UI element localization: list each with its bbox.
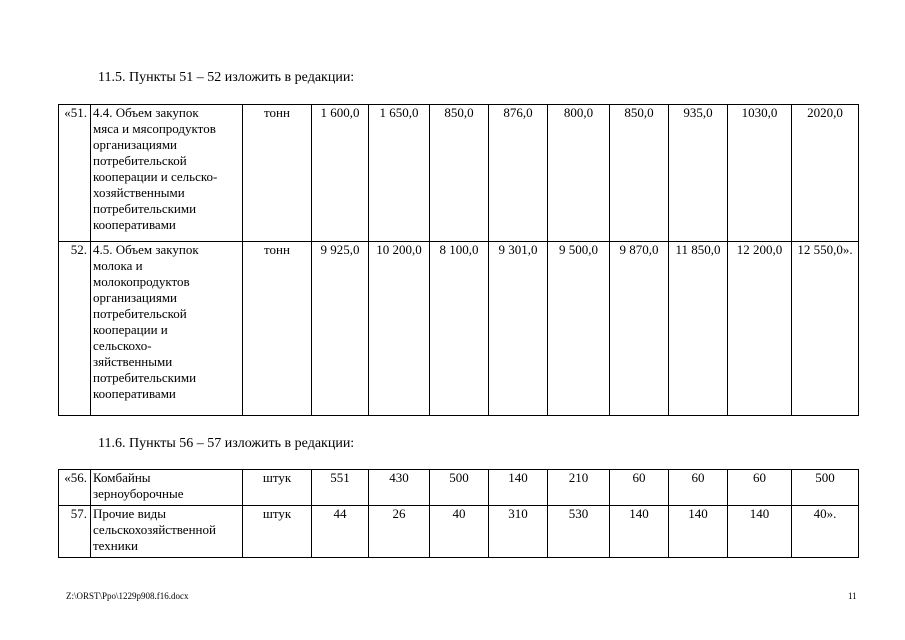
value-cell: 850,0 xyxy=(430,105,489,242)
value-cell: 500 xyxy=(430,470,489,506)
value-cell: 430 xyxy=(369,470,430,506)
value-cell: 876,0 xyxy=(489,105,548,242)
value-cell: 10 200,0 xyxy=(369,242,430,416)
section-11-5-heading: 11.5. Пункты 51 – 52 изложить в редакции: xyxy=(98,70,355,85)
value-cell: 1030,0 xyxy=(728,105,792,242)
row-number: 57. xyxy=(59,506,91,558)
value-cell: 800,0 xyxy=(548,105,610,242)
unit-cell: тонн xyxy=(243,242,312,416)
value-cell: 11 850,0 xyxy=(669,242,728,416)
value-cell: 40 xyxy=(430,506,489,558)
unit-cell: штук xyxy=(243,506,312,558)
value-cell: 8 100,0 xyxy=(430,242,489,416)
indicator-name: 4.5. Объем закупок молока и молокопродуктов организациями потребительской кооперации и сельскохо- зяйственными потребительскими кооперативами xyxy=(91,242,243,416)
value-cell: 1 600,0 xyxy=(312,105,369,242)
row-number: «51. xyxy=(59,105,91,242)
unit-cell: штук xyxy=(243,470,312,506)
items-51-52-table xyxy=(58,104,859,416)
table-row xyxy=(59,470,859,506)
value-cell: 44 xyxy=(312,506,369,558)
value-cell: 140 xyxy=(728,506,792,558)
value-cell: 60 xyxy=(728,470,792,506)
section-11-6-heading: 11.6. Пункты 56 – 57 изложить в редакции: xyxy=(98,436,355,451)
row-number: 52. xyxy=(59,242,91,416)
value-cell: 9 870,0 xyxy=(610,242,669,416)
table-row xyxy=(59,105,859,242)
value-cell: 9 925,0 xyxy=(312,242,369,416)
table-row xyxy=(59,242,859,416)
value-cell: 9 500,0 xyxy=(548,242,610,416)
footer-file-path: Z:\ORST\Ppo\1229p908.f16.docx xyxy=(66,591,189,601)
value-cell: 40». xyxy=(792,506,859,558)
value-cell: 140 xyxy=(489,470,548,506)
table-row xyxy=(59,506,859,558)
unit-cell: тонн xyxy=(243,105,312,242)
value-cell: 26 xyxy=(369,506,430,558)
value-cell: 850,0 xyxy=(610,105,669,242)
value-cell: 530 xyxy=(548,506,610,558)
value-cell: 210 xyxy=(548,470,610,506)
value-cell: 60 xyxy=(610,470,669,506)
value-cell: 60 xyxy=(669,470,728,506)
value-cell: 9 301,0 xyxy=(489,242,548,416)
value-cell: 140 xyxy=(669,506,728,558)
value-cell: 1 650,0 xyxy=(369,105,430,242)
page-number: 11 xyxy=(848,591,857,601)
value-cell: 935,0 xyxy=(669,105,728,242)
value-cell: 310 xyxy=(489,506,548,558)
row-number: «56. xyxy=(59,470,91,506)
indicator-name: 4.4. Объем закупок мяса и мясопродуктов организациями потребительской кооперации и сельско- хозяйственными потребительскими кооперативами xyxy=(91,105,243,242)
value-cell: 12 550,0». xyxy=(792,242,859,416)
value-cell: 2020,0 xyxy=(792,105,859,242)
value-cell: 12 200,0 xyxy=(728,242,792,416)
indicator-name: Прочие виды сельскохозяйственной техники xyxy=(91,506,243,558)
indicator-name: Комбайны зерноуборочные xyxy=(91,470,243,506)
value-cell: 140 xyxy=(610,506,669,558)
value-cell: 551 xyxy=(312,470,369,506)
items-56-57-table xyxy=(58,469,859,558)
value-cell: 500 xyxy=(792,470,859,506)
